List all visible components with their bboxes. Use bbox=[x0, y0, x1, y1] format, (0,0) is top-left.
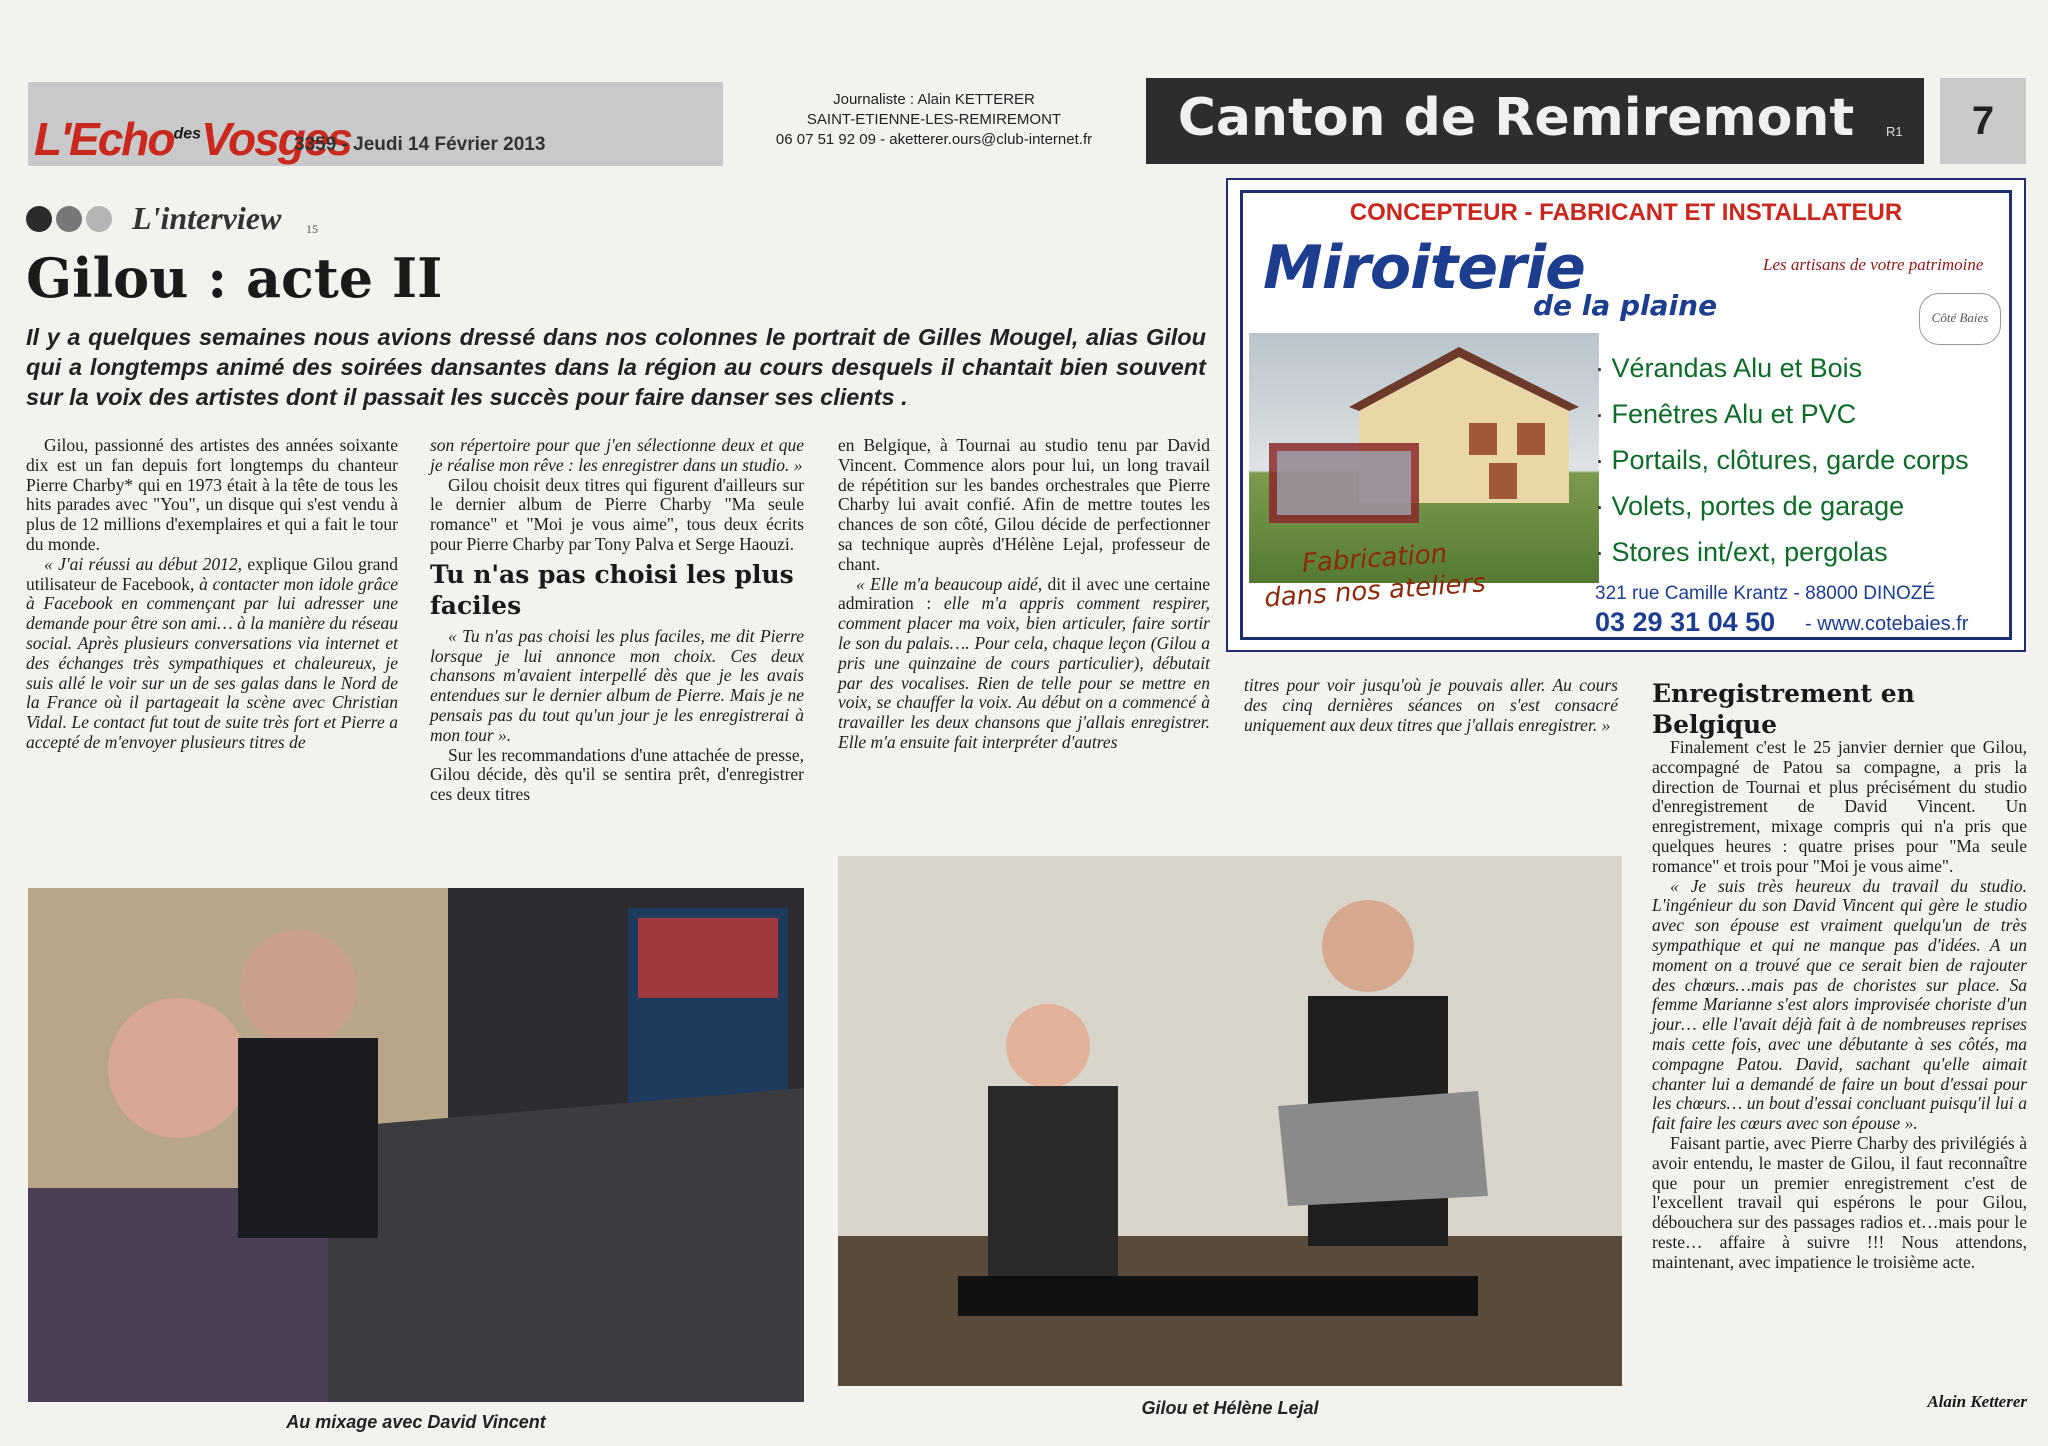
ad-features-list bbox=[1595, 345, 1969, 575]
article-headline: Gilou : acte II bbox=[26, 246, 443, 310]
paragraph: son répertoire pour que j'en sélectionne deux et que je réalise mon rêve : les enregistrer dans un studio. » bbox=[430, 435, 804, 475]
newspaper-logo: L'Echo$^{des}$Vosges bbox=[34, 113, 351, 165]
paragraph: Faisant partie, avec Pierre Charby des privilégiés à avoir entendu, le master de Gilou, il faut reconnaître que pour un premier enregistrement c'est de l'excellent travail qui espérons le pour Gilou, débouchera sur des passages radios et…mais pour le reste… affaire à suivre !!! Nous attendons, maintenant, avec impatience le troisième acte. bbox=[1652, 1132, 2027, 1272]
author-signature: Alain Ketterer bbox=[1927, 1392, 2027, 1411]
ad-brand: Miroiterie bbox=[1263, 233, 1585, 303]
issue-date: 3359 - Jeudi 14 Février 2013 bbox=[294, 134, 546, 155]
article-column-3 bbox=[838, 436, 1210, 753]
subheading: Tu n'as pas choisi les plus faciles bbox=[430, 559, 794, 620]
ad-feature: · Vérandas Alu et Bois bbox=[1595, 345, 1969, 391]
ad-feature: · Fenêtres Alu et PVC bbox=[1595, 391, 1969, 437]
ad-top-line: CONCEPTEUR - FABRICANT ET INSTALLATEUR bbox=[1349, 199, 1903, 226]
paragraph: Finalement c'est le 25 janvier dernier que Gilou, accompagné de Patou sa compagne, a pris la direction de Tournai et plus précisément du studio d'enregistrement de David Vincent. Un enregistrement, mixage compris qui n'a pris que quelques heures : quatre prises pour "Ma seule romance" et trois pour "Moi je vous aime". bbox=[1652, 737, 2027, 876]
ad-fabrication: Fabrication dans nos ateliers bbox=[1263, 538, 1487, 614]
article-column-2 bbox=[430, 436, 804, 805]
journalist-info bbox=[734, 90, 1134, 150]
paragraph: « Elle m'a beaucoup aidé, dit il avec une certaine admiration : elle m'a appris comment respirer, comment placer ma voix, bien articuler, faire sortir le son du palais…. Pour cela, chaque leçon (Gilou a pris une quinzaine de cours particulier), débutait par des vocalises. Rien de telle pour se mettre en voix, se chauffer la voix. Au début on a commencé à travailler les deux chansons que j'allais enregistrer. Elle m'a ensuite fait interpréter d'autres bbox=[838, 573, 1211, 752]
paragraph: « Tu n'as pas choisi les plus faciles, me dit Pierre lorsque je lui annonce mon choix. Ces deux chansons m'avaient interpellé dès que je les avais entendues sur le dernier album de Pierre. Mais je ne pensais pas du tout qu'un jour je les enregistrerai à mon tour ». bbox=[430, 625, 804, 745]
ad-address: 321 rue Camille Krantz - 88000 DINOZÉ bbox=[1595, 583, 1936, 604]
kicker-dots-icon bbox=[26, 206, 116, 237]
journalist-name: Journaliste : Alain KETTERER bbox=[833, 91, 1035, 108]
article-column-1 bbox=[26, 436, 398, 753]
paragraph: en Belgique, à Tournai au studio tenu par David Vincent. Commence alors pour lui, un long travail de répétition sur les bandes orchestrales que Pierre Charby lui avait confié. Afin de mettre toutes les chances de son côté, Gilou décide de perfectionner sa technique auprès d'Hélène Lejal, professeur de chant. bbox=[838, 435, 1210, 574]
article-column-4 bbox=[1244, 676, 1618, 735]
ad-website: - www.cotebaies.fr bbox=[1805, 613, 1969, 635]
advertisement bbox=[1226, 178, 2026, 652]
ad-phone: 03 29 31 04 50 bbox=[1595, 607, 1776, 637]
article-column-5 bbox=[1652, 738, 2027, 1273]
paragraph: « Je suis très heureux du travail du studio. L'ingénieur du son David Vincent qui gère le studio avec son épouse est vraiment quelqu'un de très sympathique et qui ne manque pas d'idées. A un moment on a trouvé que ce serait bien de rajouter des chœurs…mais pas de choristes sur place. Sa femme Marianne s'est alors improvisée choriste d'un jour… elle l'avait déjà fait à de nombreuses reprises mais cette fois, avec une débutante à ses côtés, ma compagne Patou. David, sachant qu'elle aimait chanter lui a demandé de faire un bout d'essai pour les chœurs… un bout d'essai concluant puisqu'il lui a fait faire les cœurs avec son épouse ». bbox=[1652, 875, 2027, 1134]
journalist-location: SAINT-ETIENNE-LES-REMIREMONT bbox=[806, 111, 1062, 128]
page-number: 7 bbox=[1940, 78, 2026, 164]
kicker-label: L'interview bbox=[132, 200, 282, 236]
photo-caption: Au mixage avec David Vincent bbox=[286, 1412, 546, 1432]
photo-singing-lesson bbox=[838, 856, 1622, 1386]
paragraph: « J'ai réussi au début 2012, explique Gilou grand utilisateur de Facebook, à contacter mon idole grâce à Facebook en commençant par lui adresser une demande pour être son ami… à la manière du réseau social. Après plusieurs conversations via internet et des échanges très sympathiques et chaleureux, je suis allé le voir sur un de ses galas dans le Nord de la France où il partageait la scène avec Christian Vidal. Le contact fut tout de suite très fort et Pierre a accepté de m'envoyer plusieurs titres de bbox=[26, 553, 399, 752]
journalist-contact: 06 07 51 92 09 - aketterer.ours@club-internet.fr bbox=[775, 131, 1093, 148]
ad-brand-sub: de la plaine bbox=[1533, 289, 1718, 322]
photo-mixing-studio bbox=[28, 888, 804, 1402]
paragraph: Gilou, passionné des artistes des années soixante dix est un fan depuis fort longtemps du chanteur Pierre Charby* qui en 1973 était à la tête de tous les hits parades avec "You", un disque qui s'est vendu à plus de 12 millions d'exemplaires et qui a fait le tour du monde. bbox=[26, 435, 398, 554]
paragraph: titres pour voir jusqu'où je pouvais aller. Au cours des cinq dernières séances on s'est consacré uniquement aux deux titres que j'allais enregistrer. » bbox=[1244, 675, 1618, 735]
article-lead: Il y a quelques semaines nous avions dressé dans nos colonnes le portrait de Gilles Mougel, alias Gilou qui a longtemps animé des soirées dansantes dans la région au cours desquels il chantait bien souvent sur la voix des artistes dont il passait les succès pour faire danser ses clients . bbox=[26, 324, 1206, 410]
ad-feature: · Stores int/ext, pergolas bbox=[1595, 529, 1969, 575]
ad-feature: · Volets, portes de garage bbox=[1595, 483, 1969, 529]
section-code: R1 bbox=[1886, 124, 1903, 139]
ad-tagline: Les artisans de votre patrimoine bbox=[1763, 255, 1984, 274]
kicker-number: 15 bbox=[306, 222, 318, 236]
cote-baies-logo-icon: Côté Baies bbox=[1919, 293, 2001, 345]
paragraph: Sur les recommandations d'une attachée de presse, Gilou décide, dès qu'il se sentira prêt, d'enregistrer ces deux titres bbox=[430, 744, 804, 805]
subheading: Enregistrement en Belgique bbox=[1652, 679, 1915, 739]
photo-caption: Gilou et Hélène Lejal bbox=[1141, 1398, 1319, 1418]
ad-feature: · Portails, clôtures, garde corps bbox=[1595, 437, 1969, 483]
section-title: Canton de Remiremont bbox=[1177, 88, 1855, 148]
paragraph: Gilou choisit deux titres qui figurent d'ailleurs sur le dernier album de Pierre Charby "Ma seule romance" et "Moi je vous aime", tous deux écrits pour Pierre Charby par Tony Palva et Serge Haouzi. bbox=[430, 474, 804, 554]
